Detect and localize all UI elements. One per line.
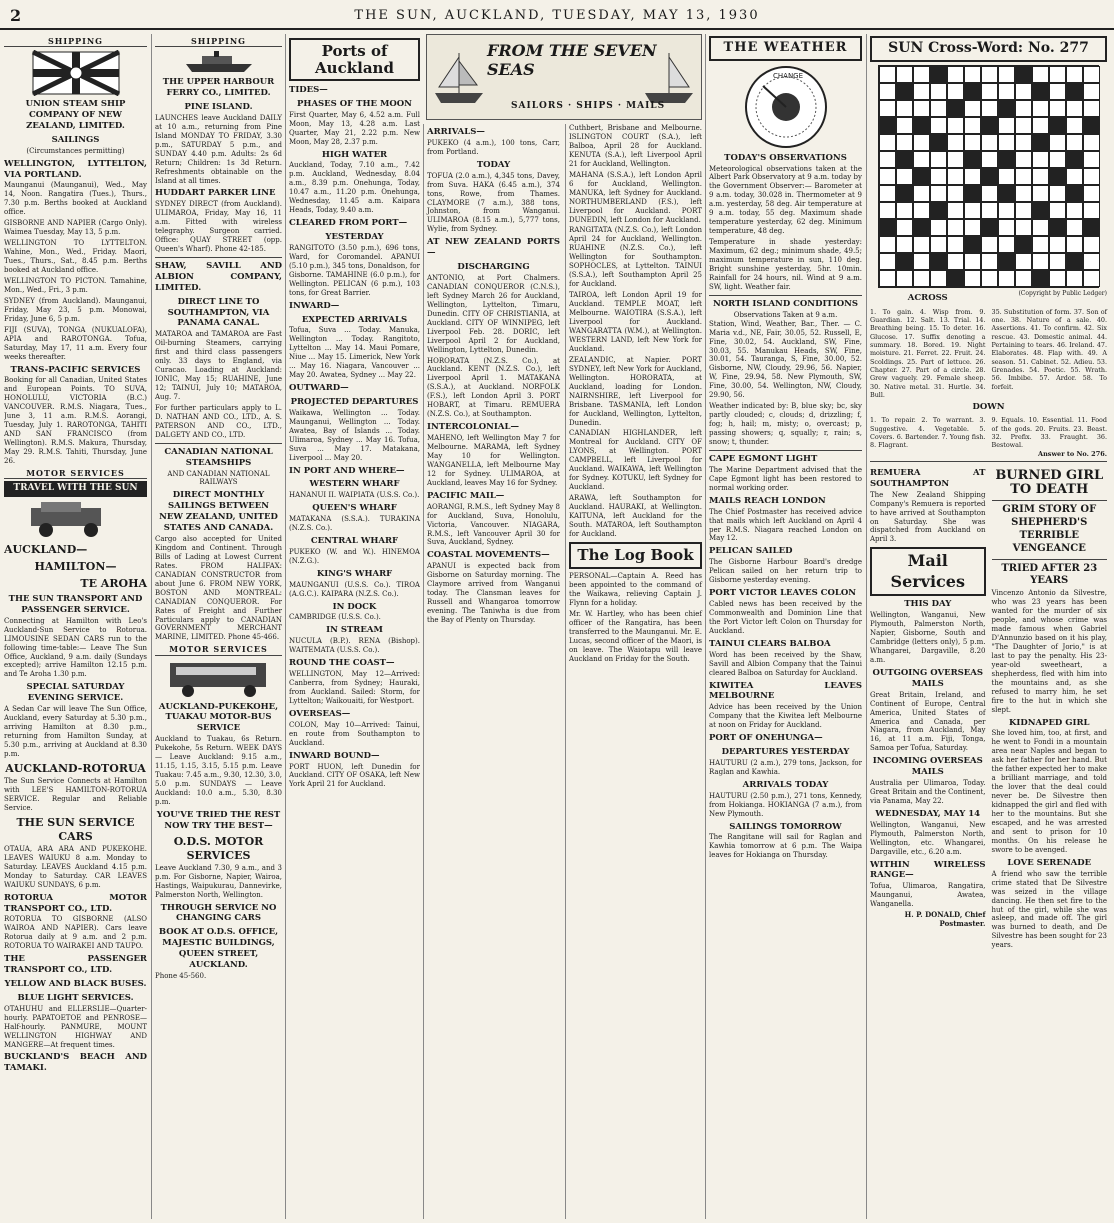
log-book-title: The Log Book <box>569 542 702 569</box>
sailings-tomorrow-heading: SAILINGS TOMORROW <box>729 821 842 832</box>
column-shipping-middle: SHIPPING THE UPPER HARBOUR FERRY CO., LIMITED. PINE ISLAND. LAUNCHES leave Auckland DAILY at 10 a.m., returning from Pine Island MONDAY TO FRIDAY, 3.30 p.m., SATURDAY 5 p.m., and SUNDAY 4.40 p.m. Adults: 2s 6d Return; Children: 1s 3d Return. Refreshments obtainable on the Island at all times. HUDDART PARKER LINE SYDNEY DIRECT (from Auckland). ULIMAROA, Friday, May 16, 11 a.m. Fitted with wireless telegraphy. Surgeon carried. Office: QUAY STREET (opp. Queen's Wharf). Phone 42-185. SHAW, SAVILL AND ALBION COMPANY, LIMITED. DIRECT LINE TO SOUTHAMPTON, VIA PANAMA CANAL. MATAROA and TAMAROA are Fast Oil-burning Steamers, carrying first and third class passengers only. 33 days to England, via Curacao. Loading at Auckland: IONIC, May 15; RUAHINE, June 12; TAINUI, July 10; MATAROA, Aug. 7. For further particulars apply to L. D. NATHAN AND CO., LTD., A. S. PATERSON AND CO., LTD., DALGETY AND CO., LTD. CANADIAN NATIONAL STEAMSHIPS AND CANADIAN NATIONAL RAILWAYS DIRECT MONTHLY SAILINGS BETWEEN NEW ZEALAND, UNITED STATES AND CANADA. Cargo also accepted for United Kingdom and Continent. Through Bills of Lading at Lowest Current Rates. FROM HALIFAX: CANADIAN CONSTRUCTOR from about June 6. FROM NEW YORK, BOSTON AND MONTREAL: CANADIAN CONQUEROR. For Rates of Freight and Further Particulars apply to CANADIAN GOVERNMENT MERCHANT MARINE, LIMITED. Phone 45-466. MOTOR SERVICES AUCKLAND-PUKEKOHE, TUAKAU MOTOR-BUS SERVICE Auckland to Tuakau, 6s Return. Pukekohe, 5s Return. WEEK DAYS — Leave Auckland: 9.15 a.m., 11.15, 1.15, 3.15, 5.15 p.m. Leave Tuakau: 7.45 a.m., 9.30, 12.30, 3.0, 5.0 p.m. SUNDAYS — Leave Auckland: 10.0 a.m., 5.30, 8.30 p.m. YOU'VE TRIED THE REST NOW TRY THE BEST— O.D.S. MOTOR SERVICES Leave Auckland 7.30, 9 a.m., and 3 p.m. For Gisborne, Napier, Wairoa, Hastings, Waipukurau, Dannevirke, Palmerston North, Wellington. THROUGH SERVICE NO CHANGING CARS BOOK AT O.D.S. OFFICE, MAJESTIC BUILDINGS, QUEEN STREET, AUCKLAND. Phone 45-560. <box>151 34 285 1219</box>
grim-story-subhead: GRIM STORY OF SHEPHERD'S TERRIBLE VENGEANCE <box>1002 504 1097 554</box>
departures-yesterday-heading: DEPARTURES YESTERDAY <box>721 747 850 758</box>
hamilton-heading: HAMILTON— <box>34 559 117 573</box>
crossword-grid[interactable] <box>878 65 1099 288</box>
shaw-savill-heading: SHAW, SAVILL AND ALBION COMPANY, LIMITED. <box>155 261 282 293</box>
motor-bus-icon <box>164 659 274 699</box>
ods-heading: O.D.S. MOTOR SERVICES <box>173 834 264 862</box>
sun-service-cars-heading: THE SUN SERVICE CARS <box>16 815 135 843</box>
column-crossword-mails <box>866 34 1110 1219</box>
inward-heading: INWARD— <box>289 300 340 311</box>
section-heading-shipping-2: SHIPPING <box>155 36 282 47</box>
arrivals-today-onehunga-heading: ARRIVALS TODAY <box>742 779 829 790</box>
huddart-heading: HUDDART PARKER LINE <box>155 188 276 199</box>
crossword-lower-split: REMUERA AT SOUTHAMPTON The New Zealand Shipping Company's Remuera is reported to have arrived at Southampton on Saturday. She was dispatched from Auckland on April 3. Mail Services THIS DAY Wellington, Wanganui, New Plymouth, Palmerston North, Napier, Gisborne, South and Cambridge (letters only), 5 p.m. Whangarei, Dargaville, 8.20 a.m. OUTGOING OVERSEAS MAILS Great Britain, Ireland, and Continent of Europe, Central America, United States of America and Canada, per Niagara, from Auckland, May 16, at 11 a.m. Fiji, Tonga, Samoa per Tofua, Saturday. INCOMING OVERSEAS MAILS Australia per Ulimaroa, Today. Great Britain and the Continent, via Panama, May 22. WEDNESDAY, MAY 14 Wellington, Wanganui, New Plymouth, Palmerston North, Wellington, etc. Whangarei, Dargaville, etc., 6.20 a.m. WITHIN WIRELESS RANGE— Tofua, Ulimaroa, Rangatira, Maunganui, Awatea, Wanganella. H. P. DONALD, Chief Postmaster. BURNED GIRL TO DEATH GRIM STORY OF SHEPHERD'S TERRIBLE VENGEANCE TRIED AFTER 23 YEARS Vincenzo Antonio da Silvestre, who was 23 years has been wanted for the murder of six people, and whose crime was made famous when Gabriel D'Annunzio based on it his play, "The Daughter of Jorio," is at last to pay the penalty. His 23-year-old sweetheart, a shepherdess, fled with him into the mountains and, as she refused to marry him, he set fire to the hut in which she slept. KIDNAPED GIRL She loved him, too, at first, and he went to Fondi in a mountain area near Naples and began to ask her father for her hand. But the father expected her to make a brilliant marriage, and told the lover that the deal could never be. De Silvestre then kidnapped the girl and fled with her to the mountains. But she escaped, and he was arrested and sent to prison for 10 months. On his release he swore to be avenged. LOVE SERENADE A friend who saw the terrible crime stated that De Silvestre was seized in the village dancing. He then set fire to the hut of the girl, while she was asleep, and made off. The girl was burned to death, and De Silvestre has been sought for 23 years. <box>870 467 1107 950</box>
wellington-heading: WELLINGTON, LYTTELTON, VIA PORTLAND. <box>4 158 147 180</box>
tried-after-subhead: TRIED AFTER 23 YEARS <box>1001 562 1098 587</box>
column-weather: THE WEATHER CHANGE TODAY'S OBSERVATIONS Meteorological observations taken at the Albert Park Observatory at 9 a.m. today by the Government Observer:— Barometer at 9 a.m. today, 30.028 in. Thermometer at 9 a.m. yesterday, 58 deg. Air temperature at 9 a.m. today, 55 deg. Maximum shade temperature yesterday, 62 deg. Minimum temperature, 48 deg. Temperature in shade yesterday: Maximum, 62 deg.; minimum shade, 49.5; maximum temperature in sun, 110 deg. Bright sunshine yesterday, 5hr. 10min. Rainfall for 24 hours, nil. Wind at 9 a.m. SW, light. Weather fair. NORTH ISLAND CONDITIONS Observations Taken at 9 a.m. Station, Wind, Weather, Bar., Ther. — C. Maria v.d., NE, Fair, 30.05, 52. Russell, E, Fine, 30.02, 54. Auckland, SW, Fine, 30.03, 55. Manukau Heads, SW, Fine, 30.01, 54. Tauranga, S, Fine, 30.00, 52. Gisborne, NW, Cloudy, 29.96, 56. Napier, W, Fine, 29.94, 58. New Plymouth, SW, Fine, 30.00, 54. Wellington, NW, Cloudy, 29.90, 56. Weather indicated by: B, blue sky; bc, sky partly clouded; c, clouds; d, drizzling; f, fog; h, hail; m, misty; o, overcast; p, passing showers; q, squally; r, rain; s, snow; t, thunder. CAPE EGMONT LIGHT The Marine Department advised that the Cape Egmont light has been restored to normal working order. MAILS REACH LONDON The Chief Postmaster has received advice that mails which left Auckland on April 4 per R.M.S. Niagara reached London on May 12. PELICAN SAILED The Gisborne Harbour Board's dredge Pelican sailed on her return trip to Gisborne yesterday evening. PORT VICTOR LEAVES COLON Cabled news has been received by the Commonwealth and Dominion Line that the Port Victor left Colon on Thursday for Auckland. TAINUI CLEARS BALBOA Word has been received by the Shaw, Savill and Albion Company that the Tainui cleared Balboa on Saturday for Auckland. KIWITEA LEAVES MELBOURNE Advice has been received by the Union Company that the Kiwitea left Melbourne at noon on Friday for Auckland. PORT OF ONEHUNGA— DEPARTURES YESTERDAY HAUTURU (2 a.m.), 279 tons, Jackson, for Raglan and Kawhia. ARRIVALS TODAY HAUTURU (2.50 p.m.), 271 tons, Kennedy, from Hokianga. HOKIANGA (7 a.m.), from New Plymouth. SAILINGS TOMORROW The Rangitane will sail for Raglan and Kawhia tomorrow at 6 p.m. The Waipa leaves for Hokianga on Thursday. <box>705 34 865 1219</box>
rotorua-motor-heading: ROTORUA MOTOR TRANSPORT CO., LTD. <box>4 892 147 914</box>
kings-wharf-heading: KING'S WHARF <box>316 568 393 579</box>
column-ports: Ports of Auckland TIDES— PHASES OF THE MOON First Quarter, May 6, 4.52 a.m. Full Moon, May 13, 4.28 a.m. Last Quarter, May 21, 2.22 p.m. New Moon, May 28, 2.37 p.m. HIGH WATER Auckland, Today, 7.10 a.m., 7.42 p.m. Auckland, Wednesday, 8.04 a.m., 8.39 p.m. Onehunga, Today, 10.47 a.m., 11.20 p.m. Onehunga, Wednesday, 11.45 a.m. Kaipara Heads, Today, 9.40 a.m. CLEARED FROM PORT— YESTERDAY RANGITOTO (3.50 p.m.), 696 tons, Ward, for Coromandel. APANUI (5.10 p.m.), 345 tons, Donaldson, for Gisborne. TAMAHINE (6.0 p.m.), for Wellington. PELICAN (6 p.m.), 103 tons, for Great Barrier. INWARD— EXPECTED ARRIVALS Tofua, Suva ... Today. Manuka, Wellington ... Today. Rangitoto, Lyttelton ... May 14. Maui Pomare, Niue ... May 15. Limerick, New York ... May 16. Niagara, Vancouver ... May 20. Awatea, Sydney ... May 22. OUTWARD— PROJECTED DEPARTURES Waikawa, Wellington ... Today. Maunganui, Wellington ... Today. Awatea, Bay of Islands ... Today. Ulimaroa, Sydney ... May 16. Tofua, Suva ... May 17. Matakana, Liverpool ... May 20. IN PORT AND WHERE— WESTERN WHARF HANANUI II. WAIPIATA (U.S.S. Co.). QUEEN'S WHARF MATAKANA (S.S.A.). TURAKINA (N.Z.S. Co.). CENTRAL WHARF PUKEKO (W. and W.). HINEMOA (N.Z.G.). KING'S WHARF MAUNGANUI (U.S.S. Co.). TIROA (A.G.C.). KAIPARA (N.Z.S. Co.). IN DOCK CAMBRIDGE (U.S.S. Co.). IN STREAM NUCULA (B.P.). RENA (Bishop). WAITEMATA (U.S.S. Co.). ROUND THE COAST— WELLINGTON, May 12—Arrived: Canberra, from Sydney; Hauraki, from Auckland. Sailed: Storm, for Lyttelton; Waikouaiti, for Westport. OVERSEAS— COLON, May 10—Arrived: Tainui, en route from Southampton to Auckland. INWARD BOUND— PORT HUON, left Dunedin for Auckland. CITY OF OSAKA, left New York April 21 for Auckland. <box>285 34 423 1219</box>
arrivals-heading: ARRIVALS— <box>427 127 485 137</box>
copyright-note: (Copyright by Public Ledger) <box>1018 289 1107 297</box>
western-wharf-heading: WESTERN WHARF <box>309 479 400 490</box>
north-island-heading: NORTH ISLAND CONDITIONS <box>712 298 859 309</box>
special-service-heading: SPECIAL SATURDAY EVENING SERVICE. <box>26 682 125 704</box>
dial-label: CHANGE <box>772 71 803 80</box>
postmaster-signature: H. P. DONALD, Chief Postmaster. <box>904 910 986 929</box>
outward-heading: OUTWARD— <box>289 383 349 394</box>
union-flag-icon <box>31 50 121 96</box>
upper-harbour-heading: THE UPPER HARBOUR FERRY CO., LIMITED. <box>162 77 275 99</box>
ship-illustration-icon <box>431 49 487 109</box>
coastal-movements-heading: COASTAL MOVEMENTS— <box>427 550 550 561</box>
union-company-name: UNION STEAM SHIP COMPANY OF NEW ZEALAND, LIMITED. <box>25 99 126 131</box>
port-victor-heading: PORT VICTOR LEAVES COLON <box>709 588 857 599</box>
blue-light-heading: BLUE LIGHT SERVICES. <box>17 992 134 1003</box>
ship-illustration-icon <box>641 49 697 109</box>
page-number: 2 <box>10 6 22 25</box>
motor-car-icon <box>21 500 131 540</box>
pine-island-heading: PINE ISLAND. <box>184 101 253 112</box>
pelican-sailed-heading: PELICAN SAILED <box>709 546 793 557</box>
column-shipping-news-left: ARRIVALS— PUKEKO (4 a.m.), 100 tons, Carr, from Portland. TODAY TOFUA (2.0 a.m.), 4,345 tons, Davey, from Suva. HAKA (6.45 a.m.), 374 tons, Rowe, from Thames. CLAYMORE (7 a.m.), 388 tons, Johnston, from Wanganui. ULIMAROA (8.15 a.m.), 5,777 tons, Wylie, from Sydney. AT NEW ZEALAND PORTS— DISCHARGING ANTONIO, at Port Chalmers. CANADIAN CONQUEROR (C.N.S.), left Sydney March 26 for Auckland, Wellington, Lyttelton, Timaru, Dunedin. CITY OF CHRISTIANIA, at Auckland. CITY OF WINNIPEG, left Liverpool Feb. 28. DORIC, left Liverpool April 2 for Auckland, Wellington, Lyttelton, Dunedin. HORORATA (N.Z.S. Co.), at Auckland. KENT (N.Z.S. Co.), left Liverpool April 1. MATAKANA (S.S.A.), at Auckland. NORFOLK (F.S.), left London April 3. PORT HOBART, at Timaru. REMUERA (N.Z.S. Co.), at Southampton. INTERCOLONIAL— MAHENO, left Wellington May 7 for Melbourne. MARAMA, left Sydney May 10 for Wellington. WANGANELLA, left Melbourne May 12 for Sydney. ULIMAROA, at Auckland, leaves May 16 for Sydney. PACIFIC MAIL— AORANGI, R.M.S., left Sydney May 8 for Auckland, Suva, Honolulu, Victoria, Vancouver. NIAGARA, R.M.S., left Vancouver April 30 for Suva, Auckland, Sydney. COASTAL MOVEMENTS— APANUI is expected back from Gisborne on Saturday morning. The Claymore arrived from Wanganui today. The Clansman leaves for Russell and Whangaroa tomorrow evening. The Taniwha is due from the Bay of Plenty on Thursday. <box>423 124 563 1219</box>
in-dock-heading: IN DOCK <box>332 601 377 612</box>
mails-reach-london-heading: MAILS REACH LONDON <box>709 495 826 506</box>
overseas-heading: OVERSEAS— <box>289 708 351 719</box>
in-stream-heading: IN STREAM <box>326 625 383 636</box>
port-of-onehunga-heading: PORT OF ONEHUNGA— <box>709 733 823 744</box>
weather-title: THE WEATHER <box>709 36 862 61</box>
high-water-heading: HIGH WATER <box>321 149 388 160</box>
across-heading: ACROSS <box>907 292 948 303</box>
yesterday-heading: YESTERDAY <box>325 232 384 243</box>
column-shipping-news-right: Cuthbert, Brisbane and Melbourne. ISLINGTON COURT (S.A.), left Balboa, April 28 for Auckland. KENUTA (S.A.), left Liverpool April 21 for Auckland, Wellington. MAHANA (S.S.A.), left London April 6 for Auckland, Wellington. MANUKA, left Sydney for Auckland. NORTHUMBERLAND (F.S.), left Liverpool for Auckland. PORT DUNEDIN, left London for Auckland. RANGITATA (N.Z.S. Co.), left London April 24 for Auckland, Wellington. RUAHINE (N.Z.S. Co.), left Wellington for Southampton. SOPHOCLES, at Lyttelton. TAINUI (S.S.A.), left Southampton April 25 for Auckland. TAIROA, left London April 19 for Auckland. TEMPLE MOAT, left Melbourne. WAIOTIRA (S.S.A.), left Liverpool for Auckland. WANGARATTA (W.M.), at Wellington. WESTERN LAND, left New York for Auckland. ZEALANDIC, at Napier. PORT SYDNEY, left New York for Auckland, Wellington. HORORATA, at Auckland, loading for London. NAIRNSHIRE, left Liverpool for Brisbane. TASMANIA, left London for Auckland, Wellington, Lyttelton, Dunedin. CANADIAN HIGHLANDER, left Montreal for Auckland. CITY OF LYONS, at Wellington. PORT CAMPBELL, left Liverpool for Auckland. WAIKAWA, left Wellington for Sydney. KOTUKU, left Sydney for Auckland. ARAWA, left Southampton for Auckland. HAURAKI, at Wellington. KAITUNA, left Auckland for the South. MATAROA, left Southampton for Auckland. The Log Book PERSONAL—Captain A. Reed has been appointed to the command of the Waikawa, relieving Captain J. Flynn for a holiday. Mr. W. Hartley, who has been chief officer of the Rangatira, has been transferred to the Maunganui. Mr. E. Lucas, second officer of the Maori, is on leave. The Waiotapu will leave Auckland on Friday for the South. <box>565 124 705 1219</box>
ports-of-auckland-title <box>289 38 420 81</box>
inward-bound-heading: INWARD BOUND— <box>289 750 380 761</box>
buckland-heading: BUCKLAND'S BEACH AND TAMAKI. <box>4 1052 147 1074</box>
passenger-transport-heading: THE PASSENGER TRANSPORT CO., LTD. <box>4 954 147 976</box>
auckland-pukekohe-heading: AUCKLAND-PUKEKOHE, TUAKAU MOTOR-BUS SERVICE <box>158 701 279 734</box>
nz-ports-heading: AT NEW ZEALAND PORTS— <box>427 237 560 259</box>
moon-phases-heading: PHASES OF THE MOON <box>297 98 412 109</box>
remuera-heading: REMUERA AT SOUTHAMPTON <box>870 467 986 489</box>
projected-departures-heading: PROJECTED DEPARTURES <box>290 396 419 407</box>
banner-subtitle: SAILORS · SHIPS · MAILS <box>511 101 666 111</box>
sailings-heading: SAILINGS <box>51 134 100 145</box>
rotorua-heading: AUCKLAND-ROTORUA <box>5 761 146 775</box>
round-coast-heading: ROUND THE COAST— <box>289 658 395 669</box>
masthead <box>0 0 1114 30</box>
todays-observations-heading: TODAY'S OBSERVATIONS <box>724 152 847 163</box>
crossword-down-clues: 1. To repair. 2. To warrant. 3. Suggestive. 4. Vegetable. 5. Covers. 6. Bartender. 7. Young fish. 8. Flagrant. 9. Equals. 10. Essential. 11. Food of the gods. 20. Fruits. 23. Beast. 32. Prefix. 33. Fraught. 36. Bestowal. <box>870 416 1107 450</box>
yellow-black-heading: YELLOW AND BLACK BUSES. <box>4 978 147 989</box>
book-at-ods: BOOK AT O.D.S. OFFICE, MAJESTIC BUILDINGS, QUEEN STREET, AUCKLAND. <box>158 927 279 970</box>
ports-title-line-2: Auckland <box>315 58 394 77</box>
cleared-heading: CLEARED FROM PORT— <box>289 218 408 229</box>
sun-transport-heading: THE SUN TRANSPORT AND PASSENGER SERVICE. <box>8 593 143 615</box>
expected-arrivals-heading: EXPECTED ARRIVALS <box>301 314 408 325</box>
canadian-heading: CANADIAN NATIONAL STEAMSHIPS <box>164 446 273 468</box>
kiwitea-heading: KIWITEA LEAVES MELBOURNE <box>709 680 862 702</box>
tides-heading: TIDES— <box>289 85 328 95</box>
through-service-heading: THROUGH SERVICE NO CHANGING CARS <box>160 902 277 924</box>
auckland-heading: AUCKLAND— <box>4 542 88 556</box>
pacific-mail-heading: PACIFIC MAIL— <box>427 490 505 501</box>
motor-services-heading: MOTOR SERVICES <box>4 468 147 479</box>
queens-wharf-heading: QUEEN'S WHARF <box>312 503 397 514</box>
ports-title-line-1: Ports of <box>321 42 388 60</box>
log-book-personal: PERSONAL—Captain A. Reed has been appointed to the command of the Waikawa, relieving Captain J. Flynn for a holiday. <box>569 572 702 607</box>
discharging-heading: DISCHARGING <box>457 262 530 273</box>
within-wireless-heading: WITHIN WIRELESS RANGE— <box>870 859 986 881</box>
mail-services-title: Mail Services <box>870 547 986 596</box>
burned-girl-headline: BURNED GIRL TO DEATH <box>995 467 1104 498</box>
cape-egmont-heading: CAPE EGMONT LIGHT <box>709 454 818 465</box>
wednesday-heading: WEDNESDAY, MAY 14 <box>875 808 981 819</box>
barometer-dial-icon <box>743 64 829 150</box>
incoming-overseas-heading: INCOMING OVERSEAS MAILS <box>872 756 983 778</box>
observations-header: Observations Taken at 9 a.m. <box>733 310 838 319</box>
intercolonial-heading: INTERCOLONIAL— <box>427 422 519 433</box>
crossword-clues: 1. To gain. 4. Wisp from. 9. Guardian. 12. Salt. 13. Trial. 14. Breathing being. 15. To deter. 16. Glucose. 17. Suffix denoting a summary. 18. Bored. 19. Night moisture. 21. Ferret. 22. Fruit. 24. Scoldings. 25. Part of lettuce. 26. Chapter. 27. Part of a circle. 28. Grew vaguely. 29. Female sheep. 30. Native metal. 31. Hurtle. 34. Bull. 35. Substitution of form. 37. Son of one. 38. Nature of a sale. 40. Assertions. 41. To confirm. 42. Six rescue. 43. Domestic animal. 44. Pertaining to tears. 46. Ireland. 47. Elaborates. 48. Flap with. 49. A season. 51. Cabinet. 52. Adieu. 53. Grenades. 54. Poetic. 55. Wrath. 56. Imbibe. 57. Ardor. 58. To forfeit. <box>870 307 1107 400</box>
outgoing-overseas-heading: OUTGOING OVERSEAS MAILS <box>872 667 983 689</box>
tainui-clears-heading: TAINUI CLEARS BALBOA <box>709 638 831 649</box>
ferry-boat-icon <box>184 50 254 74</box>
tried-best-heading: YOU'VE TRIED THE REST NOW TRY THE BEST— <box>156 809 281 831</box>
travel-banner: TRAVEL WITH THE SUN <box>4 481 147 497</box>
te-aroha-heading: TE AROHA <box>80 576 147 590</box>
canadian-sub: AND CANADIAN NATIONAL RAILWAYS <box>167 469 270 487</box>
love-serenade-subhead: LOVE SERENADE <box>1007 857 1092 868</box>
motor-services-heading-2: MOTOR SERVICES <box>155 644 282 655</box>
direct-monthly-heading: DIRECT MONTHLY SAILINGS BETWEEN NEW ZEALAND, UNITED STATES AND CANADA. <box>159 490 278 534</box>
seven-seas-banner <box>426 34 702 120</box>
this-day-heading: THIS DAY <box>904 599 952 610</box>
column-shipping-left: SHIPPING UNION STEAM SHIP COMPANY OF NEW ZEALAND, LIMITED. SAILINGS (Circumstances permitting) WELLINGTON, LYTTELTON, VIA PORTLAND. Maunganui (Maunganui), Wed., May 14, Noon. Rangatira (Tues.), Thurs., 7.30 p.m. Berths booked at Auckland office. GISBORNE AND NAPIER (Cargo Only). Waimea Tuesday, May 13, 5 p.m. WELLINGTON TO LYTTELTON. Wahine, Mon., Wed., Friday. Maori, Tues., Thurs., Sat., 8.45 p.m. Berths booked at Auckland office. WELLINGTON TO PICTON. Tamahine, Mon., Wed., Fri., 3 p.m. SYDNEY (from Auckland). Maunganui, Friday, May 23, 5 p.m. Monowai, Friday, June 6, 5 p.m. FIJI (SUVA), TONGA (NUKUALOFA), APIA and RAROTONGA. Tofua, Saturday, May 17, 11 a.m. Every four weeks thereafter. TRANS-PACIFIC SERVICES Booking for all Canadian, United States and European Points. TO SUVA, HONOLULU, VICTORIA (B.C.) VANCOUVER. R.M.S. Niagara, Tues., June 3, 11 a.m. R.M.S. Aorangi, Tuesday, July 1. RAROTONGA, TAHITI AND SAN FRANCISCO (from Wellington). R.M.S. Makura, Thursday, May 29. R.M.S. Tahiti, Thursday, June 26. MOTOR SERVICES TRAVEL WITH THE SUN AUCKLAND— HAMILTON— TE AROHA THE SUN TRANSPORT AND PASSENGER SERVICE. Connecting at Hamilton with Leo's Auckland-Sun Service to Rotorua. LIMOUSINE SEDAN CARS run to the following time-table:— Leave The Sun Office, Auckland, 9 a.m. daily (Sundays excepted); arrive Hamilton 12.15 p.m. and Te Aroha 1.30 p.m. SPECIAL SATURDAY EVENING SERVICE. A Sedan Car will leave The Sun Office, Auckland, every Saturday at 5.30 p.m., arriving Hamilton at 8.30 p.m., returning from Hamilton Sunday, at 5.30 p.m., arriving at Auckland at 8.30 p.m. AUCKLAND-ROTORUA The Sun Service Connects at Hamilton with LEE'S HAMILTON-ROTORUA SERVICE. Regular and Reliable Service. THE SUN SERVICE CARS OTAUA, ARA ARA AND PUKEKOHE. LEAVES WAIUKU 8 a.m. Monday to Saturday. LEAVES Auckland 4.15 p.m. Monday to Saturday. CAR LEAVES WAIUKU SUNDAYS, 6 p.m. ROTORUA MOTOR TRANSPORT CO., LTD. ROTORUA TO GISBORNE (ALSO WAIROA AND NAPIER). Cars leave Rotorua daily at 9 a.m. and 2 p.m. ROTORUA TO WAIRAKEI AND TAUPO. THE PASSENGER TRANSPORT CO., LTD. YELLOW AND BLACK BUSES. BLUE LIGHT SERVICES. OTAHUHU and ELLERSLIE—Quarter-hourly. PAPATOETOE and PENROSE—Half-hourly. PANMURE, MOUNT WELLINGTON HIGHWAY AND MANGERE—At frequent times. BUCKLAND'S BEACH AND TAMAKI. <box>4 36 147 1074</box>
in-port-heading: IN PORT AND WHERE— <box>289 465 405 476</box>
crossword-title: SUN Cross-Word: No. 277 <box>870 36 1107 62</box>
central-wharf-heading: CENTRAL WHARF <box>310 536 399 547</box>
banner-title: FROM THE SEVEN SEAS <box>487 41 657 79</box>
direct-line-heading: DIRECT LINE TO SOUTHAMPTON, VIA PANAMA CANAL. <box>167 296 270 329</box>
ods-phone: Phone 45-560. <box>155 971 207 980</box>
paper-title: THE SUN, AUCKLAND, TUESDAY, MAY 13, 1930 <box>354 8 760 23</box>
trans-pacific-heading: TRANS-PACIFIC SERVICES <box>10 364 141 375</box>
arrivals-today-heading: TODAY <box>476 159 511 170</box>
section-heading-shipping: SHIPPING <box>4 36 147 47</box>
answer-note: Answer to No. 276. <box>1038 449 1107 458</box>
sailings-note: (Circumstances permitting) <box>26 146 125 155</box>
kidnaped-girl-subhead: KIDNAPED GIRL <box>1008 717 1090 728</box>
down-heading: DOWN <box>972 402 1005 413</box>
